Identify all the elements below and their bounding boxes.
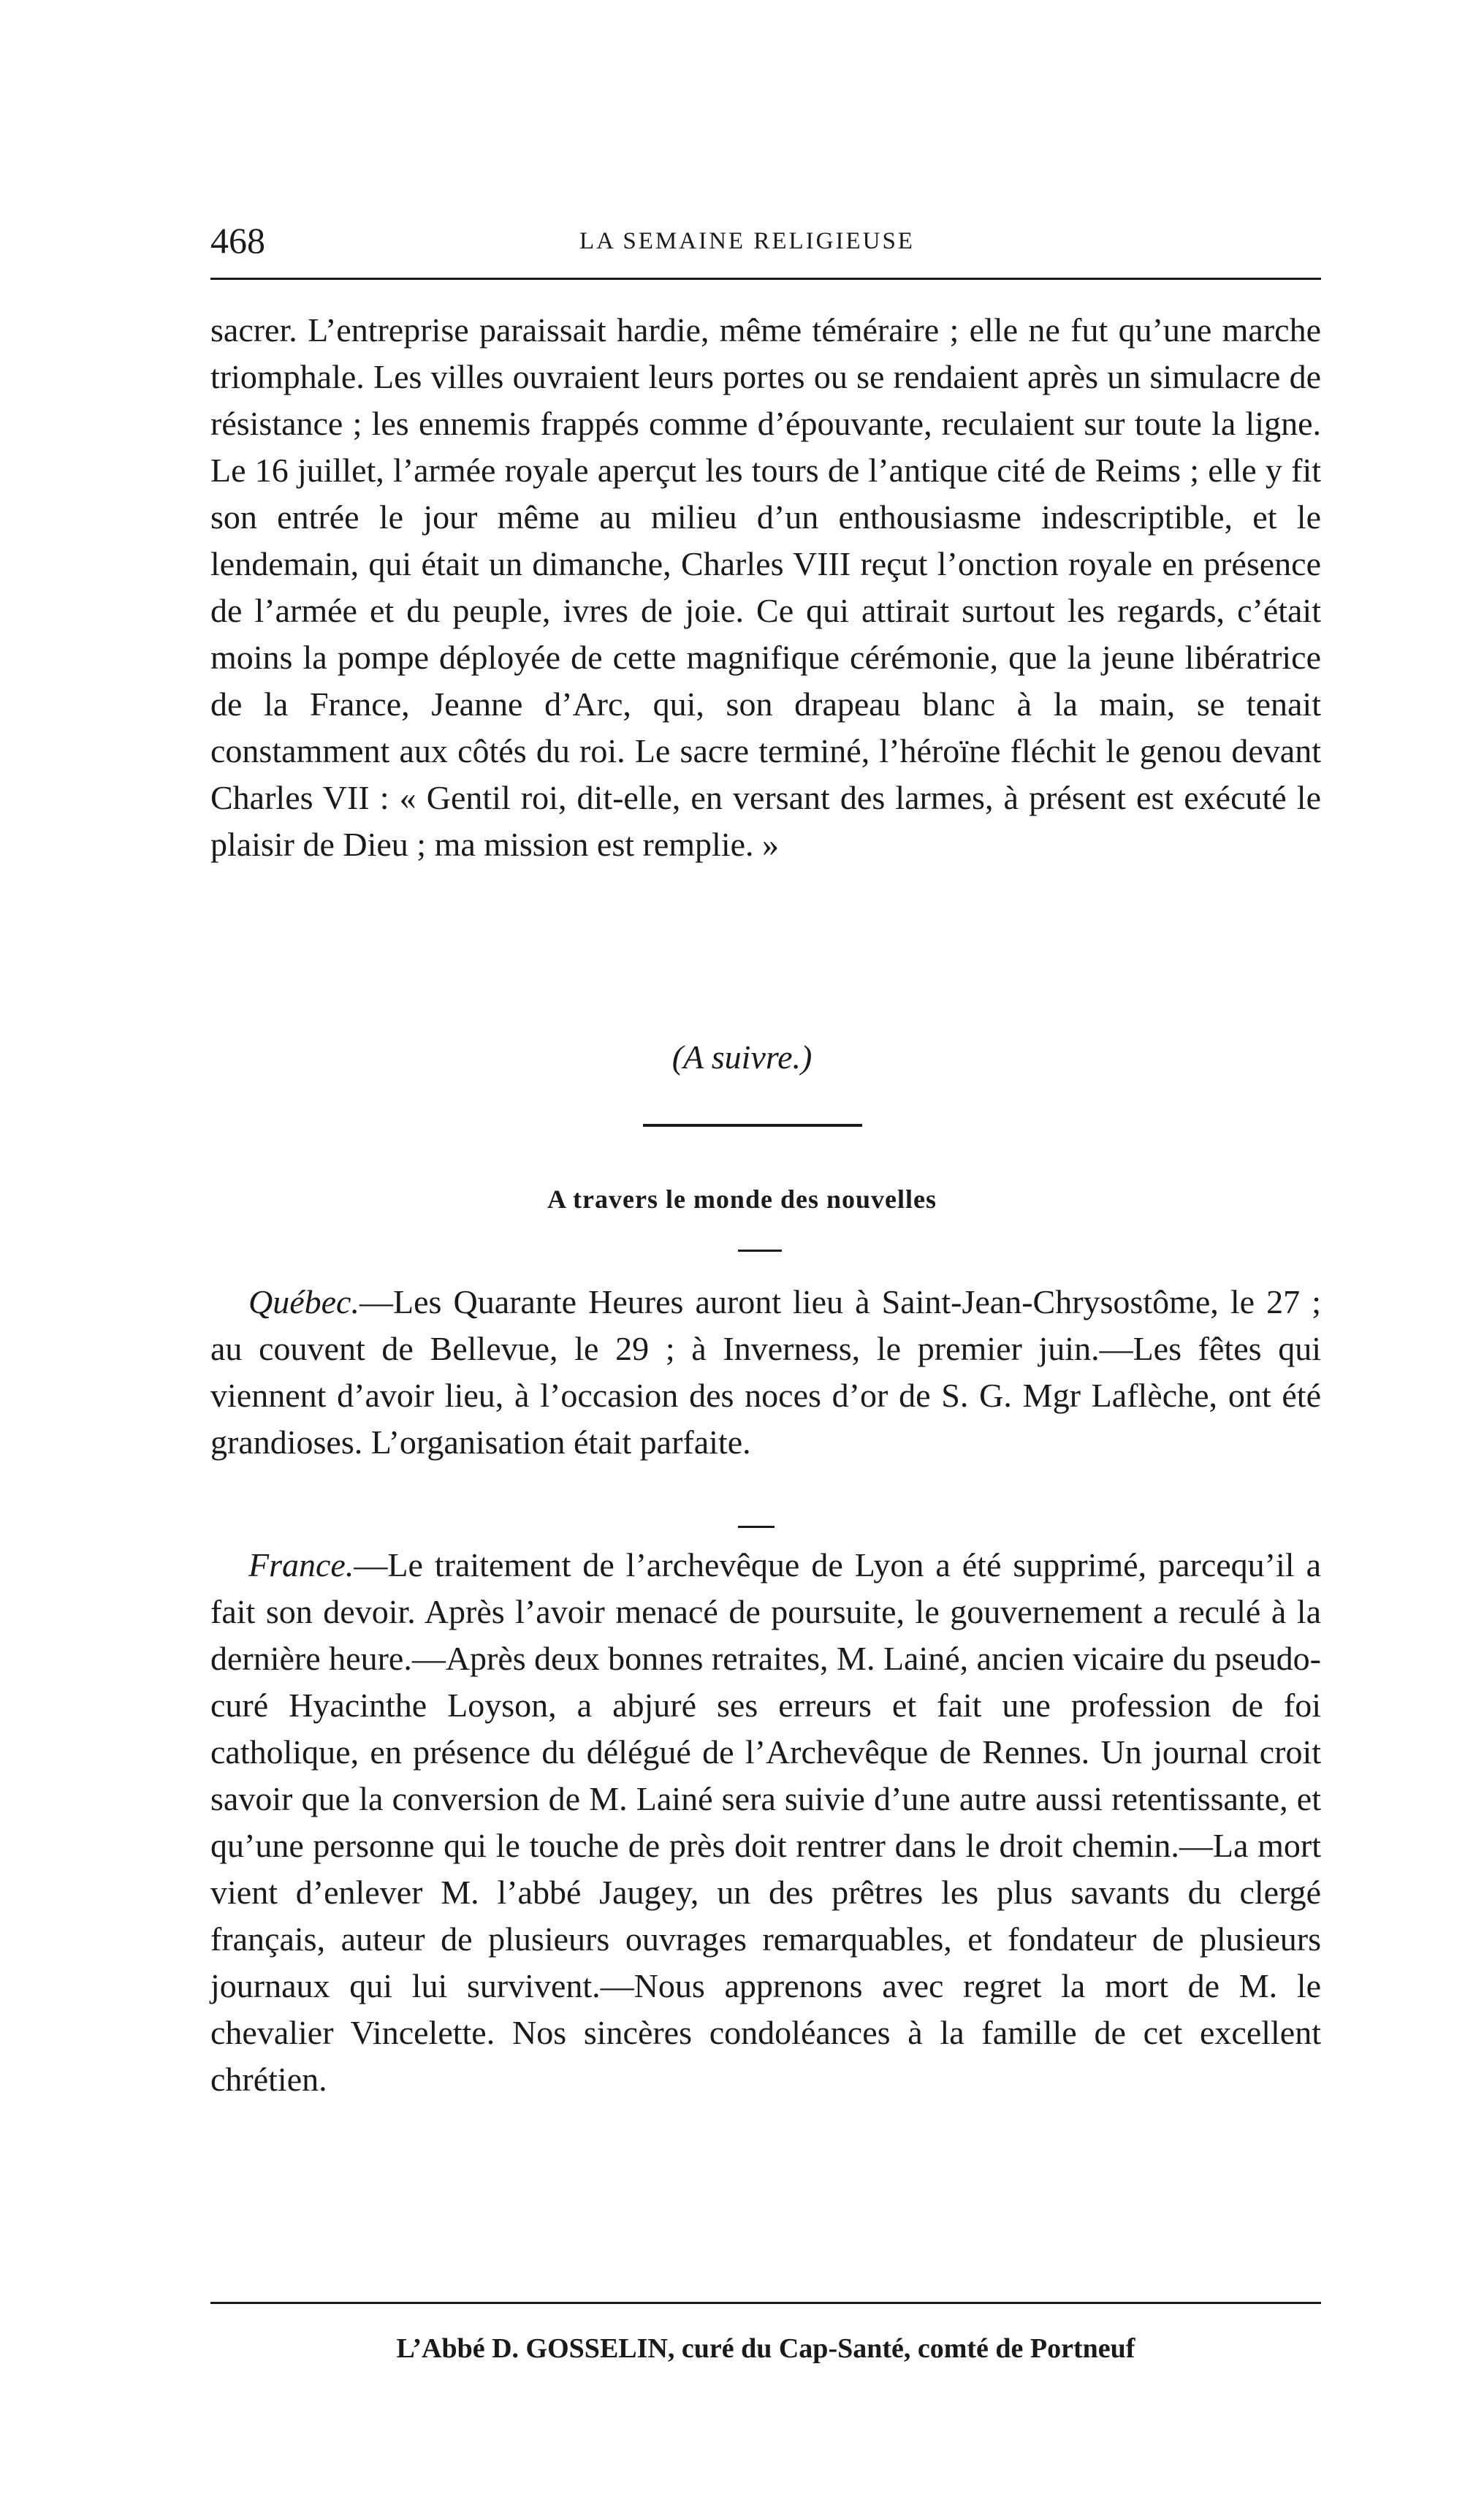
- footer-rule: [210, 2302, 1321, 2304]
- news-place-france: France.: [248, 1546, 354, 1584]
- news-text-quebec: —Les Quarante Heures auront lieu à Saint-Jean-Chrysostôme, le 27 ; au couvent de Bellevue, le 29 ; à Inverness, le premier juin.—Les fêtes qui viennent d’avoir lieu, à l’occasion des noces d’or de S. G. Mgr Laflèche, ont été grandioses. L’organisation était parfaite.: [210, 1283, 1321, 1461]
- title-dash: [738, 1250, 782, 1252]
- news-item-france: [210, 1542, 1321, 2103]
- page-header: [210, 219, 1306, 270]
- news-text-france: —Le traitement de l’archevêque de Lyon a été supprimé, parcequ’il a fait son devoir. Après l’avoir menacé de poursuite, le gouvernement a reculé à la dernière heure.—Après deux bonnes retraites, M. Lainé, ancien vicaire du pseudo-curé Hyacinthe Loyson, a abjuré ses erreurs et fait une profession de foi catholique, en présence du délégué de l’Archevêque de Rennes. Un journal croit savoir que la conversion de M. Lainé sera suivie d’une autre aussi retentissante, et qu’une personne qui le touche de près doit rentrer dans le droit chemin.—La mort vient d’enlever M. l’abbé Jaugey, un des prêtres les plus savants du clergé français, auteur de plusieurs ouvrages remarquables, et fondateur de plusieurs journaux qui lui survivent.—Nous apprenons avec regret la mort de M. le chevalier Vincelette. Nos sincères condoléances à la famille de cet excellent chrétien.: [210, 1546, 1321, 2098]
- signature: L’Abbé D. GOSSELIN, curé du Cap-Santé, comté de Portneuf: [396, 2333, 1135, 2364]
- header-rule: [210, 278, 1321, 280]
- item-dash: [738, 1526, 775, 1528]
- section-divider: [643, 1124, 862, 1127]
- to-be-continued: (A suivre.): [671, 1038, 813, 1076]
- article-body: [210, 307, 1321, 868]
- news-item-quebec: [210, 1279, 1321, 1466]
- article-paragraph: sacrer. L’entreprise paraissait hardie, même téméraire ; elle ne fut qu’une marche triomphale. Les villes ouvraient leurs portes ou se rendaient après un simulacre de résistance ; les ennemis frappés comme d’épouvante, reculaient sur toute la ligne. Le 16 juillet, l’armée royale aperçut les tours de l’antique cité de Reims ; elle y fit son entrée le jour même au milieu d’un enthousiasme indescriptible, et le lendemain, qui était un dimanche, Charles VIII reçut l’onction royale en présence de l’armée et du peuple, ivres de joie. Ce qui attirait surtout les regards, c’était moins la pompe déployée de cette magnifique cérémonie, que la jeune libératrice de la France, Jeanne d’Arc, qui, son drapeau blanc à la main, se tenait constamment aux côtés du roi. Le sacre terminé, l’héroïne fléchit le genou devant Charles VII : « Gentil roi, dit-elle, en versant des larmes, à présent est exécuté le plaisir de Dieu ; ma mission est remplie. »: [210, 311, 1321, 863]
- news-place-quebec: Québec.: [248, 1283, 359, 1320]
- page-number: 468: [210, 220, 265, 261]
- running-title: LA SEMAINE RELIGIEUSE: [579, 228, 915, 254]
- news-section-title: A travers le monde des nouvelles: [547, 1185, 937, 1214]
